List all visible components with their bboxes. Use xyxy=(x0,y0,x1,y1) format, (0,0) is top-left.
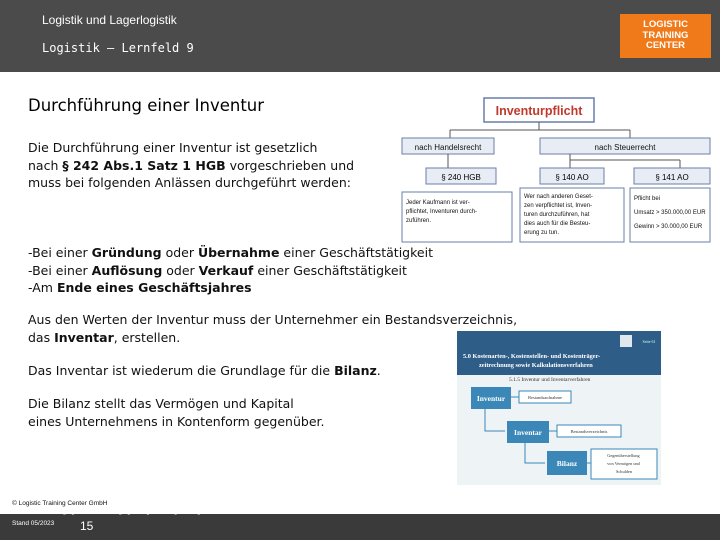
course-title: Logistik und Lagerlogistik xyxy=(42,13,177,27)
version-date: Stand 05/2023 xyxy=(12,520,55,527)
inventar-paragraph: Aus den Werten der Inventur muss der Unternehmer ein Bestandsverzeichnis, das Inventar, erstellen. xyxy=(28,312,518,345)
footer-bar xyxy=(0,514,720,540)
slide-title: Durchführung einer Inventur xyxy=(28,96,265,115)
step-inventar: Inventar xyxy=(514,428,542,437)
copy-notice: Jede Art der Vervielfältigung ist nur mit Genehmigung des Logistic Training Centers gestattet. xyxy=(12,510,218,516)
excerpt-subtitle: 5.1.5 Inventur und Inventarverfahren xyxy=(509,377,591,383)
right-head: nach Steuerrecht xyxy=(594,143,656,152)
ao141-description: Pflicht bei Umsatz > 350.000,00 EUR Gewinn > 30.000,00 EUR xyxy=(634,196,706,230)
banner-text: 5.0 Kostenarten-, Kostenstellen- und Kostenträger- zeitrechnung sowie Kalkulationsverfahren xyxy=(463,353,601,369)
svg-text:Bestandsverzeichnis: Bestandsverzeichnis xyxy=(570,429,608,434)
step-bilanz: Bilanz xyxy=(556,459,578,468)
ao140-description: Wer nach anderen Geset- zen verpflichtet ist, Inven- turen durchzuführen, hat dies auch für die Besteu- erung zu tun. xyxy=(524,194,593,236)
hgb-description: Jeder Kaufmann ist ver- pflichtet, Inventuren durch- zuführen. xyxy=(406,200,478,224)
list-item: -Bei einer Gründung oder Übernahme einer Geschäftstätigkeit xyxy=(28,245,433,260)
bilanz-paragraph: Die Bilanz stellt das Vermögen und Kapital eines Unternehmens in Kontenform gegenüber. xyxy=(28,396,325,429)
svg-text:Seite 61: Seite 61 xyxy=(642,339,656,344)
list-item: -Am Ende eines Geschäftsjahres xyxy=(28,280,252,295)
grundlage-paragraph: Das Inventar ist wiederum die Grundlage für die Bilanz. xyxy=(28,363,381,378)
diagram-title: Inventurpflicht xyxy=(495,104,583,118)
course-subtitle: Logistik – Lernfeld 9 xyxy=(42,41,194,55)
hgb-label: § 240 HGB xyxy=(441,173,481,182)
left-head: nach Handelsrecht xyxy=(414,143,482,152)
page-number: 15 xyxy=(80,519,94,533)
inventurpflicht-diagram xyxy=(400,96,712,244)
header-bar xyxy=(0,0,720,72)
intro-paragraph: Die Durchführung einer Inventur ist gesetzlich nach § 242 Abs.1 Satz 1 HGB vorgeschrieben und muss bei folgenden Anlässen durchgeführt werden: xyxy=(28,140,355,190)
textbook-excerpt-image xyxy=(457,331,661,485)
ao140-label: § 140 AO xyxy=(555,173,589,182)
step-inventur: Inventur xyxy=(476,394,506,403)
list-item: -Bei einer Auflösung oder Verkauf einer Geschäftstätigkeit xyxy=(28,262,407,278)
svg-text:Bestandsaufnahme: Bestandsaufnahme xyxy=(528,395,562,400)
svg-text:Gegenüberstellung von Verm: Gegenüberstellung von Vermögen und Schulden xyxy=(607,453,640,474)
copyright-text: © Logistic Training Center GmbH xyxy=(12,500,108,507)
company-logo: LOGISTIC TRAINING CENTER xyxy=(620,14,711,58)
occasion-list xyxy=(28,244,433,297)
ao141-label: § 141 AO xyxy=(655,173,689,182)
